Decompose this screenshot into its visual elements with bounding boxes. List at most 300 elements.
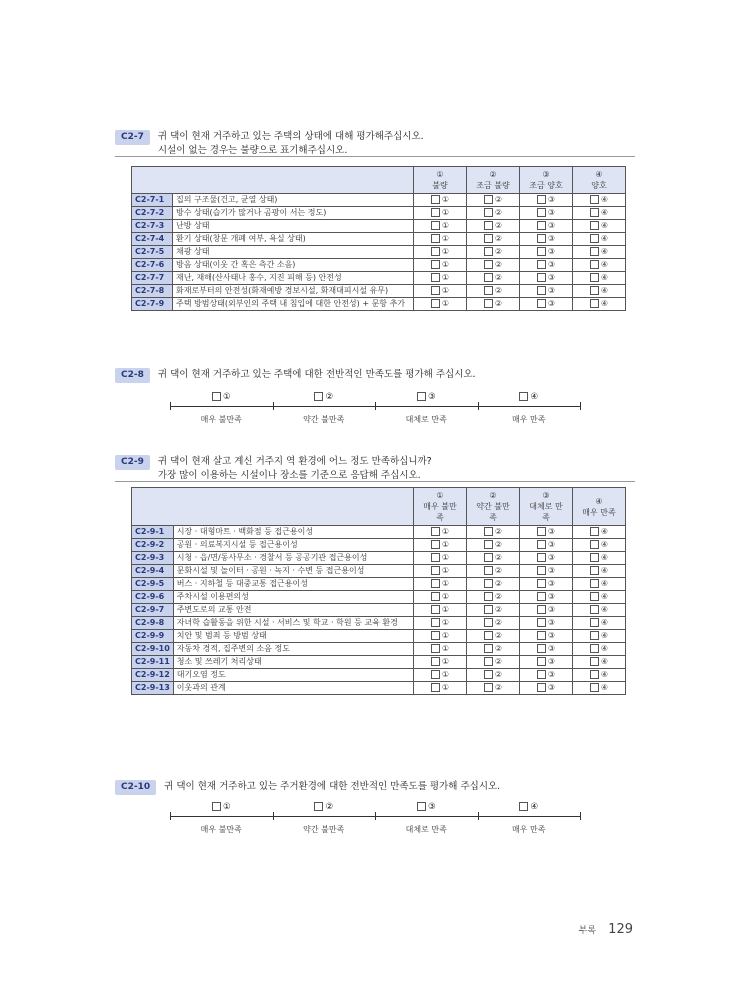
scale-option-3[interactable] [381,802,471,812]
option-cell [467,617,520,630]
table-row [132,285,626,298]
scale-label-4: 매우 만족 [512,825,546,834]
option-number: ③ [547,234,556,243]
option-number: ② [494,683,503,692]
option-cell [467,194,520,207]
scale-option-1[interactable] [176,392,266,402]
checkbox[interactable] [590,286,599,295]
checkbox[interactable] [590,631,599,640]
option-cell [467,591,520,604]
option-cell [573,526,626,539]
option-number: ② [494,234,503,243]
row-code: C2-9-7 [132,604,174,617]
checkbox[interactable] [431,286,440,295]
row-code: C2-9-6 [132,591,174,604]
checkbox[interactable] [314,392,323,401]
scale-label-3: 대체로 만족 [405,415,447,424]
scale-tick [170,812,171,820]
row-label: 치안 및 범죄 등 방범 상태 [173,630,413,643]
option-cell [467,539,520,552]
checkbox[interactable] [431,657,440,666]
section-label: 부록 [578,926,597,936]
row-label: 버스 · 지하철 등 대중교통 접근용이성 [173,578,413,591]
option-number: ① [436,170,444,179]
checkbox[interactable] [537,631,546,640]
question-instruction: 가장 많이 이용하는 시설이나 장소를 기준으로 응답해 주십시오. [157,470,421,481]
checkbox[interactable] [590,618,599,627]
checkbox[interactable] [431,540,440,549]
option-cell [573,259,626,272]
checkbox[interactable] [537,527,546,536]
checkbox[interactable] [590,579,599,588]
checkbox[interactable] [519,802,528,811]
option-number: ③ [547,195,556,204]
checkbox[interactable] [537,579,546,588]
row-label: 집의 구조물(건고, 균열 상태) [173,194,414,207]
scale-tick [580,812,581,820]
option-cell [520,643,573,656]
scale-option-2[interactable] [279,392,369,402]
checkbox[interactable] [484,553,493,562]
option-cell [520,565,573,578]
checkbox[interactable] [537,605,546,614]
scale-label-2: 약간 불만족 [303,415,345,424]
option-number: ④ [600,299,609,308]
checkbox[interactable] [431,566,440,575]
option-header-2 [467,488,520,526]
checkbox[interactable] [484,195,493,204]
table-row [132,246,626,259]
checkbox[interactable] [537,683,546,692]
option-number: ① [441,683,450,692]
option-number: ② [494,299,503,308]
row-code: C2-9-13 [132,682,174,695]
option-number: ① [441,286,450,295]
question-code: C2-10 [115,780,156,795]
option-number: ① [441,234,450,243]
row-code: C2-7-9 [132,298,173,311]
checkbox[interactable] [484,234,493,243]
checkbox[interactable] [431,644,440,653]
question-code: C2-9 [115,455,150,470]
scale-option-2[interactable] [279,802,369,812]
option-cell [573,656,626,669]
option-number: ② [494,657,503,666]
option-cell [467,682,520,695]
header-blank [132,167,414,194]
checkbox[interactable] [590,527,599,536]
option-cell [414,272,467,285]
option-number: ④ [600,208,609,217]
option-number: ③ [547,579,556,588]
checkbox[interactable] [537,208,546,217]
row-label: 문화시설 및 놀이터 · 공원 · 녹지 · 수변 등 접근용이성 [173,565,413,578]
option-header-1 [414,488,467,526]
option-number: ① [222,392,231,402]
checkbox[interactable] [431,234,440,243]
option-cell [573,578,626,591]
option-cell [520,630,573,643]
table-row [132,591,626,604]
option-number: ③ [427,802,436,812]
option-number: ① [441,273,450,282]
option-cell [520,539,573,552]
checkbox[interactable] [537,566,546,575]
option-cell [520,285,573,298]
option-number: ④ [595,170,603,179]
option-number: ① [441,553,450,562]
option-number: ③ [547,592,556,601]
option-number: ④ [600,553,609,562]
option-cell [573,630,626,643]
checkbox[interactable] [484,299,493,308]
checkbox[interactable] [590,657,599,666]
option-cell [467,669,520,682]
option-cell [467,207,520,220]
scale-label-4: 매우 만족 [512,415,546,424]
table-row [132,272,626,285]
checkbox[interactable] [537,234,546,243]
option-header-3 [520,488,573,526]
option-cell [414,539,467,552]
option-number: ④ [600,195,609,204]
option-cell [573,207,626,220]
checkbox[interactable] [537,540,546,549]
checkbox[interactable] [484,657,493,666]
row-code: C2-7-3 [132,220,173,233]
option-cell [414,246,467,259]
table-row [132,220,626,233]
option-number: ① [441,527,450,536]
checkbox[interactable] [590,273,599,282]
option-label: 매우 만족 [582,507,616,517]
option-cell [414,643,467,656]
row-code: C2-9-10 [132,643,174,656]
checkbox[interactable] [431,299,440,308]
checkbox[interactable] [431,618,440,627]
checkbox[interactable] [537,592,546,601]
option-number: ① [441,631,450,640]
checkbox[interactable] [537,618,546,627]
question-c2-7-table [131,166,626,311]
row-label: 방수 상태(습기가 많거나 곰팡이 서는 정도) [173,207,414,220]
option-number: ① [441,540,450,549]
option-cell [573,539,626,552]
scale-option-1[interactable] [176,802,266,812]
option-number: ④ [600,234,609,243]
checkbox[interactable] [314,802,323,811]
checkbox[interactable] [484,273,493,282]
option-number: ① [441,592,450,601]
checkbox[interactable] [431,260,440,269]
option-number: ① [441,657,450,666]
row-code: C2-7-8 [132,285,173,298]
checkbox[interactable] [537,644,546,653]
checkbox[interactable] [484,670,493,679]
option-number: ④ [530,392,539,402]
option-cell [573,591,626,604]
checkbox[interactable] [431,527,440,536]
option-cell [520,207,573,220]
checkbox[interactable] [590,208,599,217]
option-number: ② [494,670,503,679]
row-label: 난방 상태 [173,220,414,233]
checkbox[interactable] [484,527,493,536]
checkbox[interactable] [537,553,546,562]
option-number: ④ [600,286,609,295]
option-number: ③ [547,644,556,653]
checkbox[interactable] [484,247,493,256]
option-number: ④ [595,496,603,506]
table-row [132,682,626,695]
scale-tick [375,812,376,820]
option-number: ③ [547,553,556,562]
row-code: C2-9-4 [132,565,174,578]
checkbox[interactable] [431,247,440,256]
option-cell [573,552,626,565]
option-header-4 [573,167,626,194]
scale-tick [478,812,479,820]
option-number: ① [441,618,450,627]
question-c2-9-header [115,455,432,483]
scale-option-4[interactable] [484,802,574,812]
checkbox[interactable] [431,592,440,601]
option-cell [573,565,626,578]
option-number: ① [441,566,450,575]
option-number: ② [494,592,503,601]
row-code: C2-7-7 [132,272,173,285]
row-label: 환기 상태(창문 개폐 여부, 욕실 상태) [173,233,414,246]
option-number: ④ [600,221,609,230]
option-number: ③ [547,208,556,217]
option-cell [520,682,573,695]
header-blank [132,488,414,526]
checkbox[interactable] [590,683,599,692]
checkbox[interactable] [537,195,546,204]
row-label: 자동차 경적, 집주변의 소음 정도 [173,643,413,656]
row-label: 자녀학 습활동을 위한 시설 · 서비스 및 학교 · 학원 등 교육 환경 [173,617,413,630]
option-number: ④ [600,579,609,588]
option-label: 약간 불만족 [476,502,510,522]
checkbox[interactable] [431,631,440,640]
option-number: ③ [547,670,556,679]
table-row [132,526,626,539]
row-code: C2-9-9 [132,630,174,643]
question-code: C2-8 [115,368,150,383]
option-number: ② [494,631,503,640]
option-number: ③ [547,221,556,230]
row-label: 주택 방범상태(외부인의 주택 내 침입에 대한 안전성) + 문항 추가 [173,298,414,311]
checkbox[interactable] [484,579,493,588]
option-number: ① [441,221,450,230]
scale-tick [273,812,274,820]
checkbox[interactable] [484,208,493,217]
option-cell [414,682,467,695]
checkbox[interactable] [590,195,599,204]
checkbox[interactable] [537,670,546,679]
checkbox[interactable] [484,540,493,549]
checkbox[interactable] [484,618,493,627]
option-number: ② [494,618,503,627]
row-label: 주변도로의 교통 안전 [173,604,413,617]
option-number: ④ [600,273,609,282]
scale-tick [580,402,581,410]
option-number: ④ [600,247,609,256]
option-number: ③ [542,170,550,179]
option-cell [520,552,573,565]
checkbox[interactable] [431,605,440,614]
scale-label-1: 매우 불만족 [200,825,242,834]
question-instruction: 시설이 없는 경우는 불량으로 표기해주십시오. [157,145,348,156]
question-code: C2-7 [115,130,150,145]
scale-label-2: 약간 불만족 [303,825,345,834]
option-cell [414,617,467,630]
option-cell [520,669,573,682]
scale-option-4[interactable] [484,392,574,402]
checkbox[interactable] [484,260,493,269]
checkbox[interactable] [590,553,599,562]
checkbox[interactable] [590,299,599,308]
option-cell [520,656,573,669]
table-row [132,298,626,311]
question-text: 귀 댁이 현재 거주하고 있는 주거환경에 대한 전반적인 만족도를 평가해 주십시오. [164,781,501,792]
checkbox[interactable] [484,683,493,692]
checkbox[interactable] [590,247,599,256]
checkbox[interactable] [431,208,440,217]
option-cell [414,604,467,617]
option-number: ③ [547,260,556,269]
option-cell [467,220,520,233]
checkbox[interactable] [537,273,546,282]
option-number: ① [441,644,450,653]
option-header-1 [414,167,467,194]
checkbox[interactable] [212,802,221,811]
checkbox[interactable] [484,592,493,601]
row-label: 재난, 재해(산사태나 홍수, 지진 피해 등) 안전성 [173,272,414,285]
checkbox[interactable] [431,221,440,230]
option-cell [414,565,467,578]
checkbox[interactable] [537,247,546,256]
checkbox[interactable] [590,566,599,575]
option-cell [573,617,626,630]
option-number: ② [494,644,503,653]
checkbox[interactable] [431,553,440,562]
checkbox[interactable] [537,221,546,230]
row-code: C2-7-4 [132,233,173,246]
row-code: C2-7-2 [132,207,173,220]
checkbox[interactable] [484,286,493,295]
checkbox[interactable] [484,631,493,640]
option-cell [414,591,467,604]
option-cell [520,591,573,604]
option-cell [414,656,467,669]
option-cell [414,630,467,643]
option-number: ② [494,605,503,614]
checkbox[interactable] [537,299,546,308]
option-number: ③ [547,683,556,692]
option-cell [520,526,573,539]
option-number: ② [494,247,503,256]
option-cell [467,565,520,578]
question-c2-9-table [131,487,626,695]
checkbox[interactable] [590,644,599,653]
option-number: ④ [600,618,609,627]
option-number: ④ [600,631,609,640]
checkbox[interactable] [484,566,493,575]
scale-option-3[interactable] [381,392,471,402]
option-cell [520,194,573,207]
checkbox[interactable] [417,392,426,401]
checkbox[interactable] [431,579,440,588]
option-header-2 [467,167,520,194]
option-number: ③ [547,657,556,666]
option-number: ④ [600,670,609,679]
checkbox[interactable] [537,657,546,666]
question-text: 귀 댁이 현재 살고 계신 거주지 역 환경에 어느 정도 만족하십니까? [157,456,432,467]
checkbox[interactable] [537,260,546,269]
checkbox[interactable] [212,392,221,401]
checkbox[interactable] [590,234,599,243]
checkbox[interactable] [417,802,426,811]
option-number: ② [494,566,503,575]
option-number: ② [325,392,334,402]
checkbox[interactable] [484,644,493,653]
option-cell [573,682,626,695]
checkbox[interactable] [431,670,440,679]
checkbox[interactable] [519,392,528,401]
option-cell [414,233,467,246]
checkbox[interactable] [431,273,440,282]
row-code: C2-7-5 [132,246,173,259]
option-number: ② [494,273,503,282]
question-c2-8-scale [170,392,580,432]
option-cell [520,617,573,630]
option-cell [414,220,467,233]
divider [115,481,635,482]
checkbox[interactable] [590,670,599,679]
option-cell [520,259,573,272]
checkbox[interactable] [431,195,440,204]
table-row [132,617,626,630]
page-footer [579,922,633,937]
option-cell [467,656,520,669]
option-cell [467,526,520,539]
table-row [132,604,626,617]
checkbox[interactable] [590,592,599,601]
checkbox[interactable] [590,260,599,269]
row-label: 대기오염 정도 [173,669,413,682]
checkbox[interactable] [484,605,493,614]
option-cell [467,604,520,617]
checkbox[interactable] [484,221,493,230]
checkbox[interactable] [590,540,599,549]
option-cell [414,285,467,298]
checkbox[interactable] [590,221,599,230]
option-cell [414,259,467,272]
row-label: 공원 · 의료복지시설 등 접근용이성 [173,539,413,552]
option-number: ④ [600,260,609,269]
option-number: ② [494,260,503,269]
row-code: C2-9-12 [132,669,174,682]
option-cell [520,604,573,617]
option-number: ② [494,540,503,549]
checkbox[interactable] [431,683,440,692]
checkbox[interactable] [537,286,546,295]
checkbox[interactable] [590,605,599,614]
option-cell [573,643,626,656]
question-c2-10-header [115,780,500,795]
option-cell [573,669,626,682]
